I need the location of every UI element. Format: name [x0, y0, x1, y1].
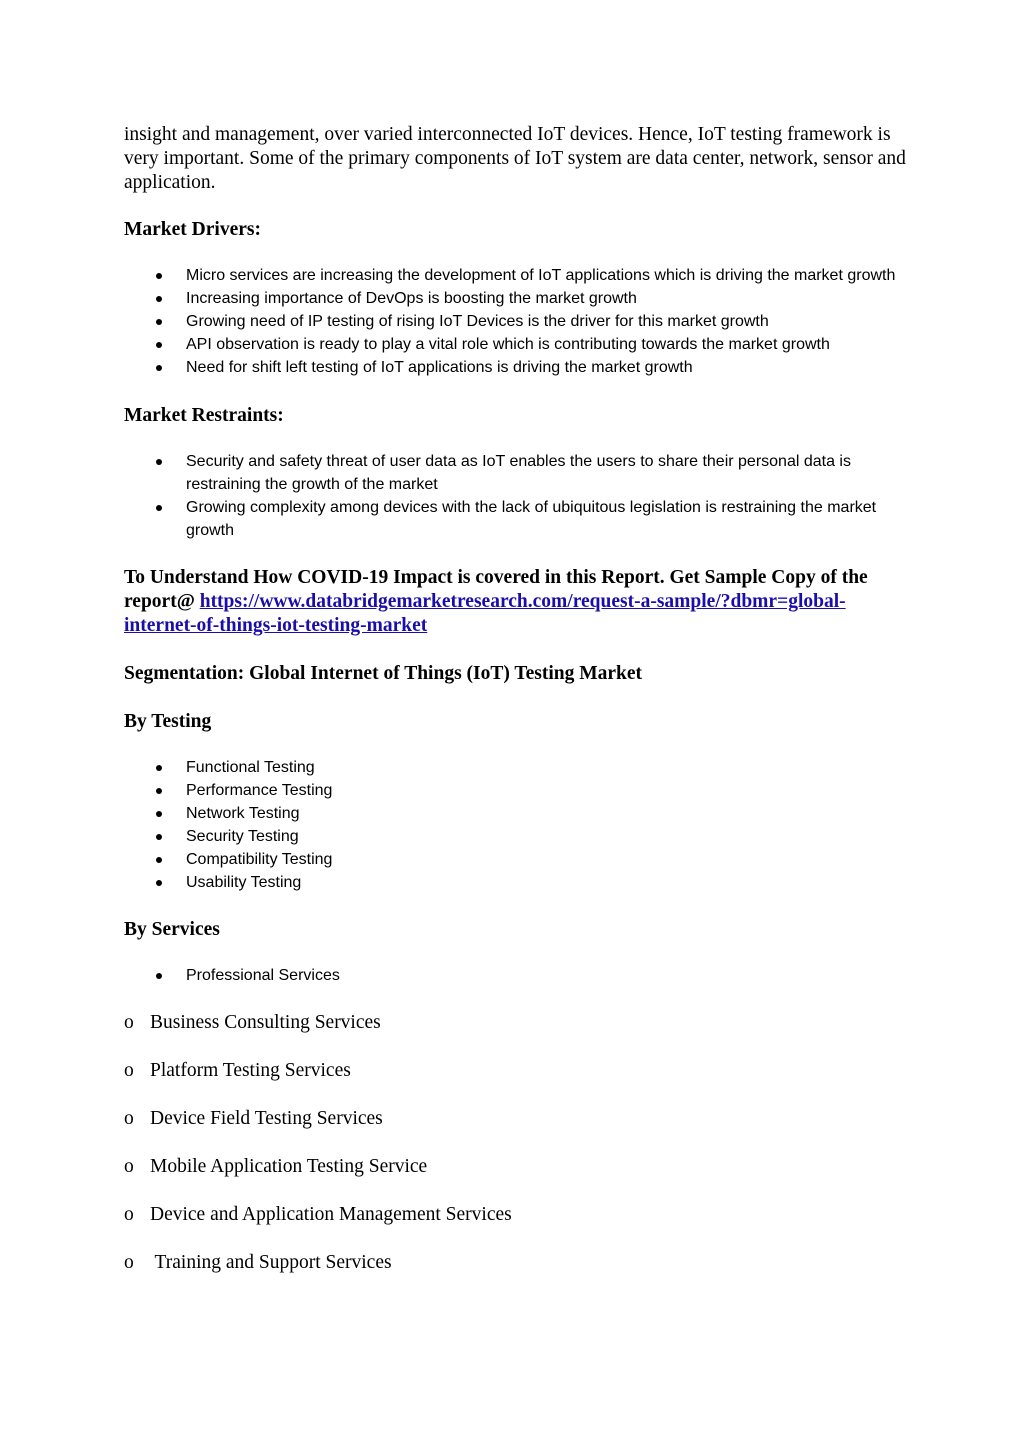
sample-report-link[interactable]: https://www.databridgemarketresearch.com/request-a-sample/?dbmr=global-internet-of-things-iot-testing-market: [124, 591, 846, 636]
bullet-icon: [156, 811, 162, 817]
callout-text: To Understand How COVID-19 Impact is covered in this Report. Get Sample Copy of the report@: [124, 567, 868, 612]
sub-list-item: o Business Consulting Services: [124, 1012, 381, 1033]
circle-marker-icon: o: [124, 1108, 134, 1129]
bullet-icon: [156, 788, 162, 794]
list-item: Performance Testing: [124, 779, 914, 802]
circle-marker-icon: o: [124, 1060, 134, 1081]
market-restraints-list: [124, 450, 914, 542]
bullet-icon: [156, 880, 162, 886]
bullet-icon: [156, 834, 162, 840]
list-item: Growing complexity among devices with the lack of ubiquitous legislation is restraining the market growth: [124, 496, 914, 542]
list-item: Compatibility Testing: [124, 848, 914, 871]
by-services-heading: By Services: [124, 919, 220, 940]
sub-list-item: o Device Field Testing Services: [124, 1108, 383, 1129]
by-testing-list: [124, 756, 914, 894]
bullet-icon: [156, 296, 162, 302]
bullet-icon: [156, 342, 162, 348]
bullet-icon: [156, 765, 162, 771]
list-item: Security Testing: [124, 825, 914, 848]
sub-list-item: o Platform Testing Services: [124, 1060, 351, 1081]
document-page: [124, 123, 914, 1275]
list-item: Increasing importance of DevOps is boosting the market growth: [124, 287, 914, 310]
list-item: Professional Services: [124, 964, 914, 987]
market-drivers-list: [124, 264, 914, 379]
by-services-list: [124, 964, 914, 987]
circle-marker-icon: o: [124, 1252, 134, 1273]
sub-list-item: o Device and Application Management Services: [124, 1204, 512, 1225]
circle-marker-icon: o: [124, 1204, 134, 1225]
bullet-icon: [156, 459, 162, 465]
bullet-icon: [156, 273, 162, 279]
segmentation-heading: Segmentation: Global Internet of Things (IoT) Testing Market: [124, 663, 643, 684]
circle-marker-icon: o: [124, 1156, 134, 1177]
market-restraints-heading: Market Restraints:: [124, 405, 284, 426]
by-testing-heading: By Testing: [124, 711, 212, 732]
bullet-icon: [156, 319, 162, 325]
list-item: Usability Testing: [124, 871, 914, 894]
list-item: Functional Testing: [124, 756, 914, 779]
bullet-icon: [156, 505, 162, 511]
list-item: Micro services are increasing the development of IoT applications which is driving the market growth: [124, 264, 914, 287]
sub-list-item: o Training and Support Services: [124, 1252, 392, 1273]
list-item: API observation is ready to play a vital role which is contributing towards the market growth: [124, 333, 914, 356]
list-item: Network Testing: [124, 802, 914, 825]
sub-list-item: o Mobile Application Testing Service: [124, 1156, 428, 1177]
list-item: Need for shift left testing of IoT applications is driving the market growth: [124, 356, 914, 379]
circle-marker-icon: o: [124, 1012, 134, 1033]
bullet-icon: [156, 973, 162, 979]
list-item: Growing need of IP testing of rising IoT Devices is the driver for this market growth: [124, 310, 914, 333]
bullet-icon: [156, 857, 162, 863]
sample-copy-callout: [124, 566, 914, 638]
list-item: Security and safety threat of user data as IoT enables the users to share their personal data is restraining the growth of the market: [124, 450, 914, 496]
market-drivers-heading: Market Drivers:: [124, 219, 261, 240]
bullet-icon: [156, 365, 162, 371]
intro-paragraph: insight and management, over varied interconnected IoT devices. Hence, IoT testing framework is very important. Some of the primary components of IoT system are data center, network, sensor and application.: [124, 124, 906, 193]
